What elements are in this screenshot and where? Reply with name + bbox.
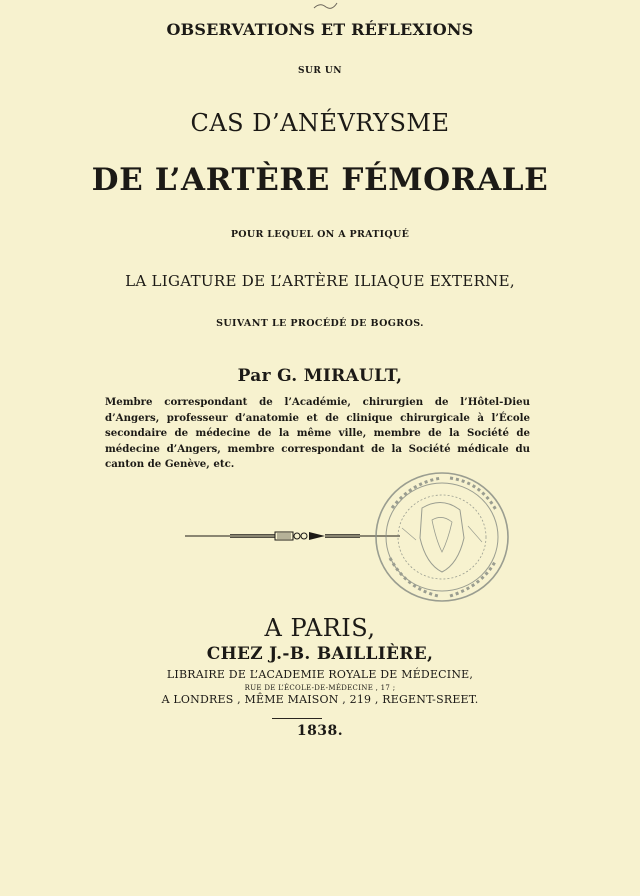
procedure-intro: POUR LEQUEL ON A PRATIQUÉ bbox=[230, 229, 410, 240]
method-line: SUIVANT LE PROCÉDÉ DE BOGROS. bbox=[216, 318, 424, 329]
ink-mark-icon bbox=[310, 0, 340, 12]
author-line: Par G. MIRAULT, bbox=[237, 366, 403, 386]
ornamental-rule-icon bbox=[185, 526, 400, 546]
ligature-title: LA LIGATURE DE L’ARTÈRE ILIAQUE EXTERNE, bbox=[125, 272, 515, 290]
library-seal-stamp-icon bbox=[372, 468, 512, 606]
imprint-city: A PARIS, bbox=[264, 614, 376, 642]
connector: SUR UN bbox=[297, 66, 343, 76]
imprint-london: A LONDRES , MÊME MAISON , 219 , REGENT-SREET. bbox=[161, 693, 479, 706]
main-title: DE L’ARTÈRE FÉMORALE bbox=[91, 162, 549, 198]
heading: OBSERVATIONS ET RÉFLEXIONS bbox=[166, 20, 474, 39]
imprint-year: 1838. bbox=[296, 723, 344, 739]
author-bio: Membre correspondant de l’Académie, chirurgien de l’Hôtel-Dieu d’Angers, professeur d’anatomie et de clinique chirurgicale à l’École secondaire de médecine de la même ville, membre de la Société de médecine d’Angers, membre correspondant de la Société médicale du canton de Genève, etc. bbox=[105, 396, 530, 470]
imprint-role: LIBRAIRE DE L’ACADEMIE ROYALE DE MÉDECINE, bbox=[166, 668, 474, 681]
imprint-divider bbox=[272, 718, 322, 719]
imprint-publisher: CHEZ J.-B. BAILLIÈRE, bbox=[206, 644, 434, 664]
subject-title: CAS D’ANÉVRYSME bbox=[190, 109, 450, 137]
imprint-street: RUE DE L’ÉCOLE-DE-MÉDECINE , 17 ; bbox=[244, 684, 396, 692]
